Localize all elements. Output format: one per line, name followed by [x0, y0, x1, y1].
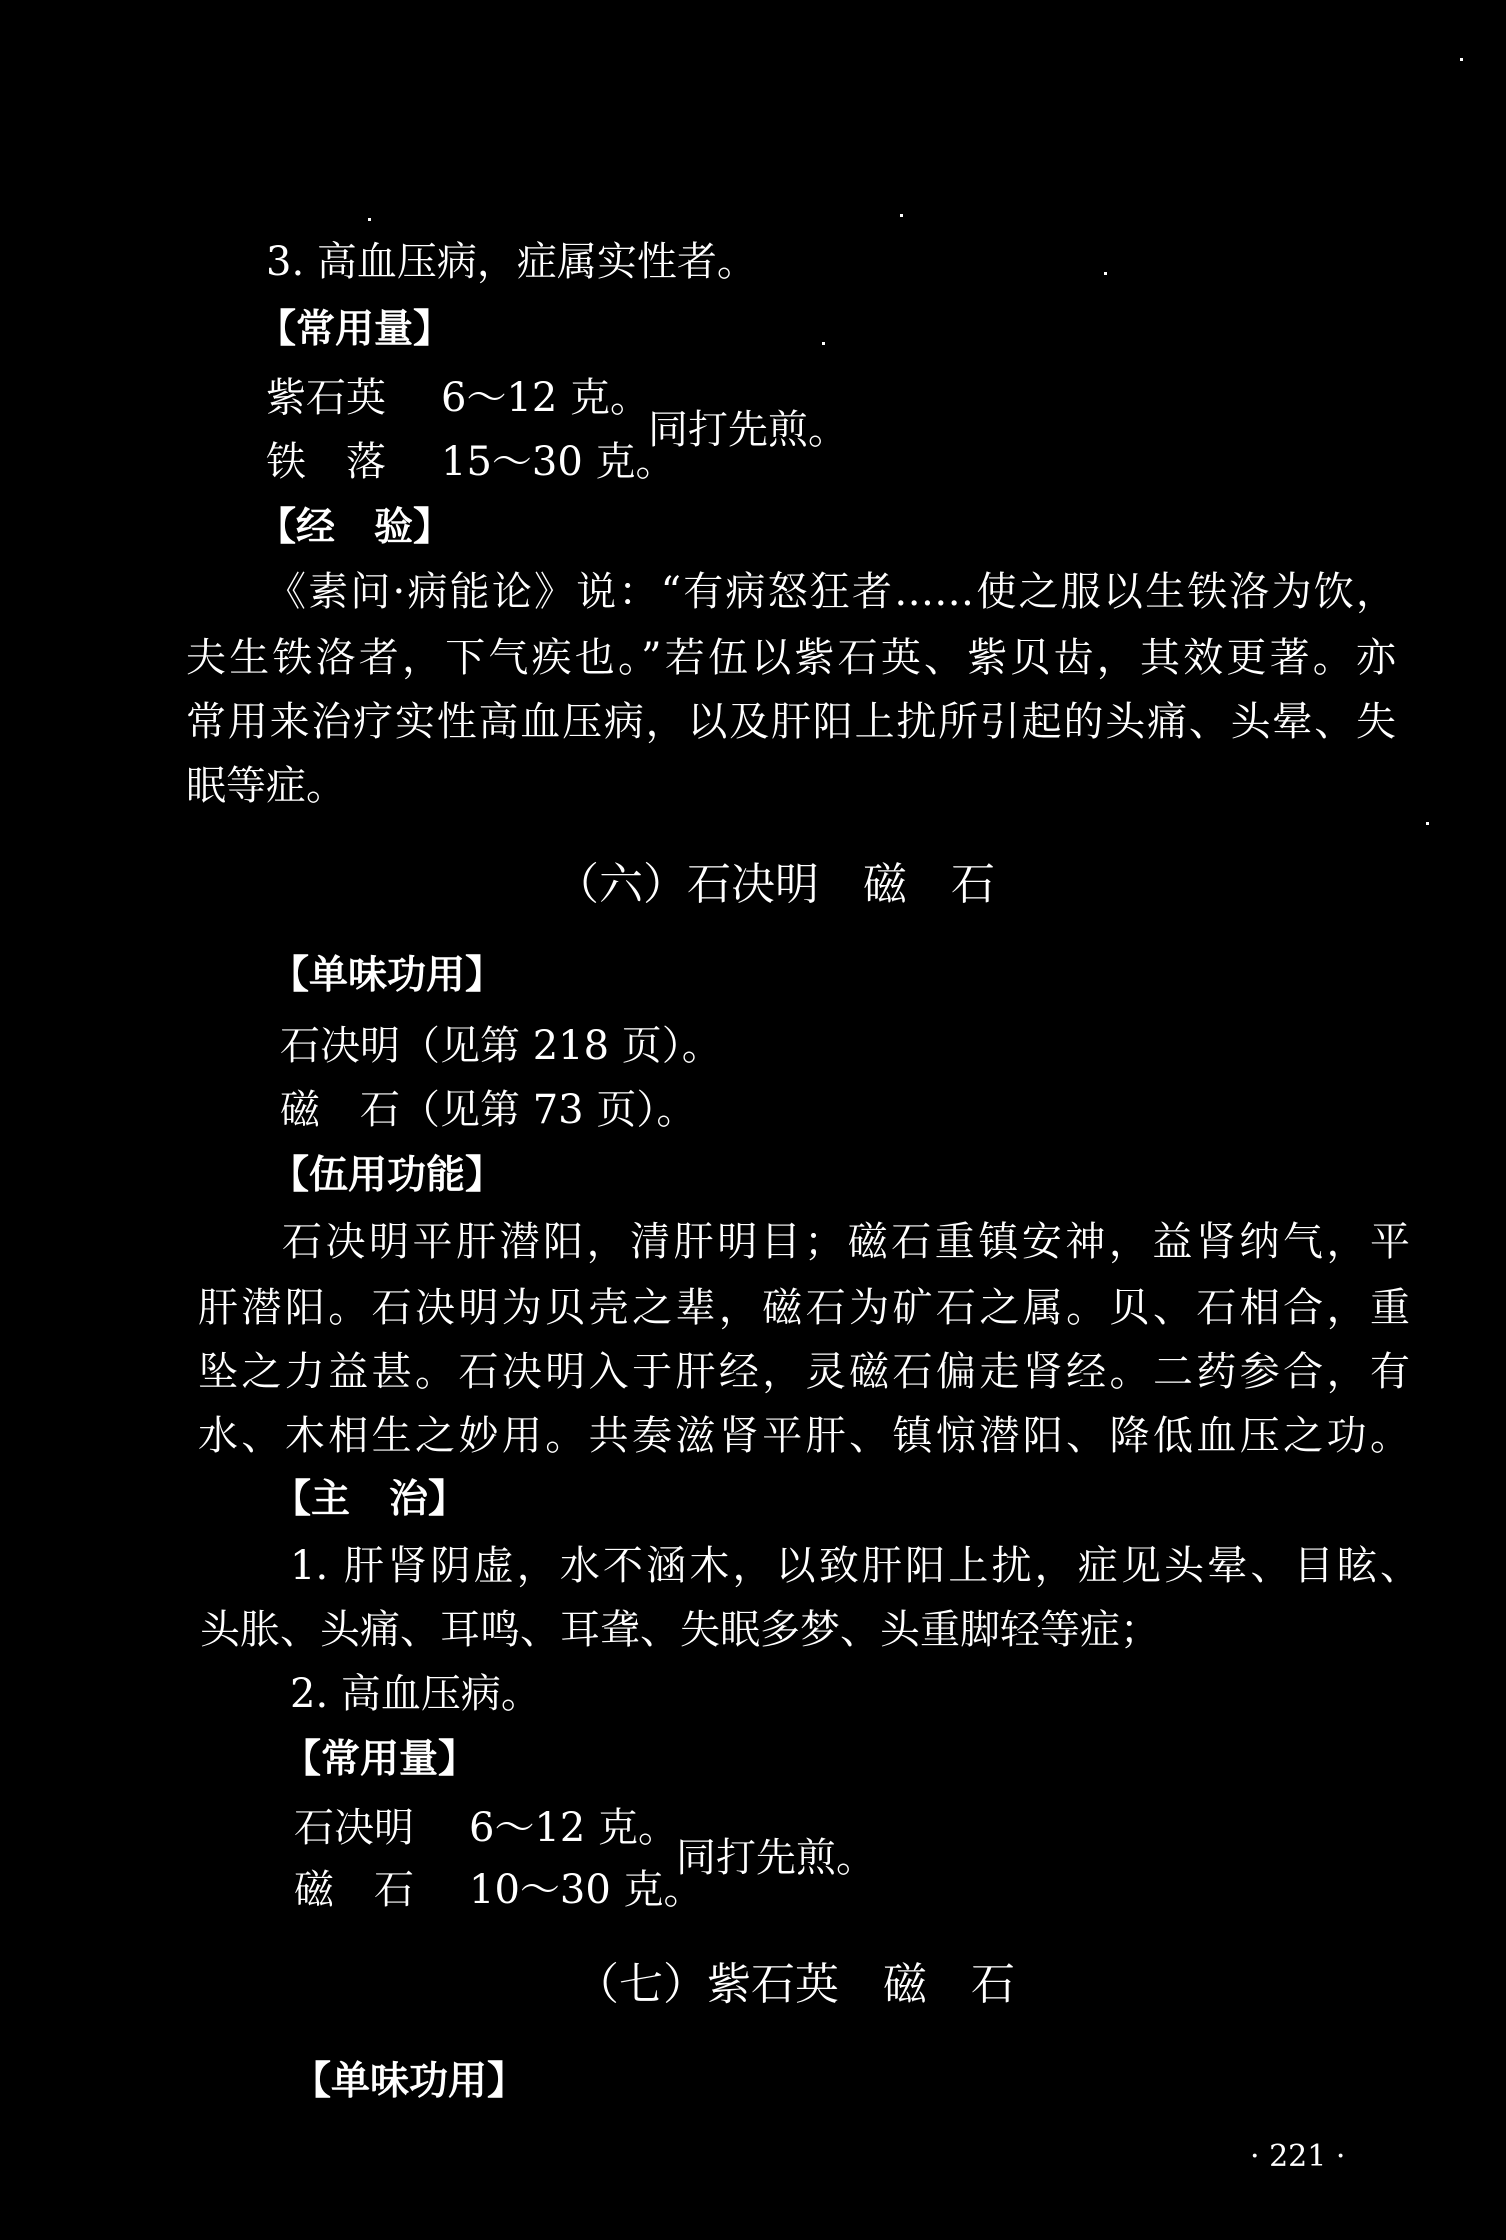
combined-function-heading: 【伍用功能】 [270, 1153, 505, 1198]
paragraph-line: 肝潜阳。石决明为贝壳之辈，磁石为矿石之属。贝、石相合，重 [198, 1285, 1410, 1331]
single-function-heading: 【单味功用】 [270, 953, 505, 998]
dosage-drug-name: 磁 石 [294, 1867, 414, 1913]
paragraph-line: 1. 肝肾阴虚，水不涵木，以致肝阳上扰，症见头晕、目眩、 [290, 1543, 1420, 1589]
dosage-note: 同打先煎。 [676, 1835, 876, 1881]
indications-heading: 【主 治】 [272, 1477, 468, 1522]
paragraph-line: 眠等症。 [186, 763, 346, 809]
dosage-note: 同打先煎。 [648, 407, 848, 453]
paragraph-line: 石决明平肝潜阳，清肝明目；磁石重镇安神，益肾纳气，平 [282, 1219, 1410, 1265]
section-title: （七）紫石英 磁 石 [575, 1959, 1015, 2010]
scan-speck [368, 218, 371, 221]
dosage-amount: 6～12 克。 [469, 1805, 679, 1851]
dosage-row [266, 434, 676, 490]
dosage-drug-name: 石决明 [294, 1805, 414, 1851]
paragraph-line: 《素问·病能论》说：“有病怒狂者……使之服以生铁洛为饮， [266, 569, 1396, 615]
single-function-item: 磁 石（见第 73 页）。 [280, 1087, 697, 1133]
experience-heading: 【经 验】 [257, 505, 453, 550]
dosage-amount: 10～30 克。 [469, 1867, 704, 1913]
scan-speck [1426, 822, 1429, 825]
single-function-heading: 【单味功用】 [292, 2059, 527, 2104]
paragraph-line: 常用来治疗实性高血压病，以及肝阳上扰所引起的头痛、头晕、失 [186, 699, 1396, 745]
page-number: · 221 · [1250, 2139, 1346, 2174]
paragraph-line: 头胀、头痛、耳鸣、耳聋、失眠多梦、头重脚轻等症； [200, 1607, 1160, 1653]
section-title: （六）石决明 磁 石 [555, 859, 995, 910]
dosage-heading: 【常用量】 [257, 307, 453, 352]
paragraph-line: 夫生铁洛者，下气疾也。”若伍以紫石英、紫贝齿，其效更著。亦 [186, 635, 1396, 681]
paragraph-line: 2. 高血压病。 [290, 1671, 541, 1717]
indication-3: 3. 高血压病，症属实性者。 [266, 239, 757, 285]
dosage-drug-name: 紫石英 [266, 375, 386, 421]
scan-speck [1460, 58, 1463, 61]
dosage-drug-name: 铁 落 [266, 439, 386, 485]
dosage-row [294, 1862, 704, 1918]
paragraph-line: 水、木相生之妙用。共奏滋肾平肝、镇惊潜阳、降低血压之功。 [198, 1413, 1410, 1459]
paragraph-line: 坠之力益甚。石决明入于肝经，灵磁石偏走肾经。二药参合，有 [198, 1349, 1410, 1395]
scan-speck [900, 214, 903, 217]
dosage-amount: 15～30 克。 [441, 439, 676, 485]
dosage-heading: 【常用量】 [282, 1737, 478, 1782]
single-function-item: 石决明（见第 218 页）。 [280, 1023, 722, 1069]
dosage-row [294, 1800, 678, 1856]
scan-speck [822, 342, 825, 345]
scan-speck [1104, 272, 1107, 275]
dosage-amount: 6～12 克。 [441, 375, 651, 421]
dosage-row [266, 370, 650, 426]
